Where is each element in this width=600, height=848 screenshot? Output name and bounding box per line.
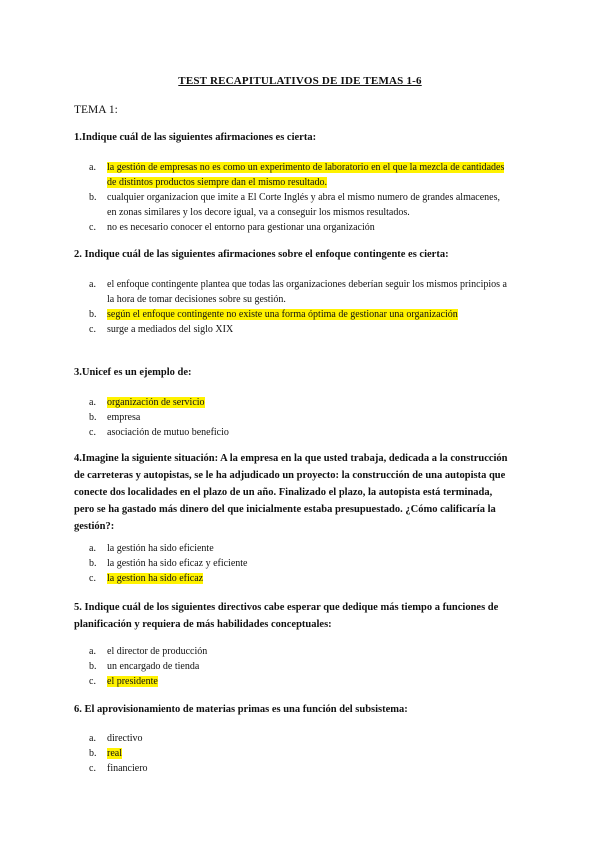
option-text: el director de producción: [107, 646, 208, 657]
section-label: TEMA 1:: [74, 104, 118, 116]
option-marker: a.: [89, 162, 96, 173]
option-1b: [89, 190, 509, 220]
question-2: 2. Indique cuál de las siguientes afirmaciones sobre el enfoque contingente es cierta:: [74, 249, 449, 260]
option-marker: b.: [89, 748, 97, 759]
option-marker: c.: [89, 222, 96, 233]
option-3c: [89, 425, 509, 440]
option-marker: a.: [89, 646, 96, 657]
question-3: 3.Unicef es un ejemplo de:: [74, 367, 192, 378]
option-text: el presidente: [107, 676, 158, 687]
option-5c: [89, 674, 509, 689]
question-1: 1.Indique cuál de las siguientes afirmaciones es cierta:: [74, 132, 317, 143]
option-marker: b.: [89, 192, 97, 203]
options-list-3: [89, 395, 509, 440]
option-text: la gestion ha sido eficaz: [107, 573, 204, 584]
option-marker: c.: [89, 427, 96, 438]
option-text: directivo: [107, 733, 143, 744]
question-6: 6. El aprovisionamiento de materias primas es una función del subsistema:: [74, 704, 408, 715]
option-2a: [89, 277, 509, 307]
option-6a: [89, 731, 509, 746]
question-5: 5. Indique cuál de los siguientes directivos cabe esperar que dedique más tiempo a funciones de planificación y requiera de más habilidades conceptuales:: [74, 602, 499, 630]
option-text: la gestión ha sido eficiente: [107, 543, 214, 554]
option-text: la gestión de empresas no es como un experimento de laboratorio en el que la mezcla de cantidades de distintos productos siempre dan el mismo resultado.: [107, 162, 505, 188]
option-text: real: [107, 748, 122, 759]
option-6b: [89, 746, 509, 761]
option-4a: [89, 541, 509, 556]
option-6c: [89, 761, 509, 776]
option-5b: [89, 659, 509, 674]
option-text: financiero: [107, 763, 148, 774]
option-marker: b.: [89, 412, 97, 423]
option-marker: c.: [89, 676, 96, 687]
option-text: el enfoque contingente plantea que todas las organizaciones deberían seguir los mismos principios a la hora de tomar decisiones sobre su gestión.: [107, 279, 507, 305]
options-list-6: [89, 731, 509, 776]
option-marker: b.: [89, 558, 97, 569]
question-4: 4.Imagine la siguiente situación: A la empresa en la que usted trabaja, dedicada a la construcción de carreteras y autopistas, se le ha adjudicado un proyecto: la construcción de una autopista que conecte dos localidades en el plazo de un año. Finalizado el plazo, la autopista está terminada, pero se ha gastado más dinero del que inicialmente estaba presupuestado. ¿Cómo calificaría la gestión?:: [74, 453, 508, 532]
option-text: no es necesario conocer el entorno para gestionar una organización: [107, 222, 375, 233]
option-marker: a.: [89, 397, 96, 408]
option-text: según el enfoque contingente no existe una forma óptima de gestionar una organización: [107, 309, 458, 320]
option-marker: c.: [89, 324, 96, 335]
option-marker: a.: [89, 543, 96, 554]
option-text: la gestión ha sido eficaz y eficiente: [107, 558, 248, 569]
option-text: empresa: [107, 412, 141, 423]
options-list-2: [89, 277, 509, 337]
document-title: TEST RECAPITULATIVOS DE IDE TEMAS 1-6: [178, 75, 422, 87]
options-list-1: [89, 160, 509, 235]
option-text: cualquier organizacion que imite a El Corte Inglés y abra el mismo numero de grandes almacenes, en zonas similares y los decore igual, va a conseguir los mismos resultados.: [107, 192, 501, 218]
option-2b: [89, 307, 509, 322]
option-marker: c.: [89, 763, 96, 774]
option-marker: c.: [89, 573, 96, 584]
option-3b: [89, 410, 509, 425]
option-4c: [89, 571, 509, 586]
option-text: organización de servicio: [107, 397, 205, 408]
option-text: surge a mediados del siglo XIX: [107, 324, 234, 335]
options-list-5: [89, 644, 509, 689]
option-1a: [89, 160, 509, 190]
option-marker: b.: [89, 309, 97, 320]
option-5a: [89, 644, 509, 659]
option-marker: b.: [89, 661, 97, 672]
option-4b: [89, 556, 509, 571]
options-list-4: [89, 541, 509, 586]
option-2c: [89, 322, 509, 337]
option-1c: [89, 220, 509, 235]
option-3a: [89, 395, 509, 410]
option-marker: a.: [89, 279, 96, 290]
option-text: un encargado de tienda: [107, 661, 200, 672]
option-text: asociación de mutuo beneficio: [107, 427, 229, 438]
option-marker: a.: [89, 733, 96, 744]
